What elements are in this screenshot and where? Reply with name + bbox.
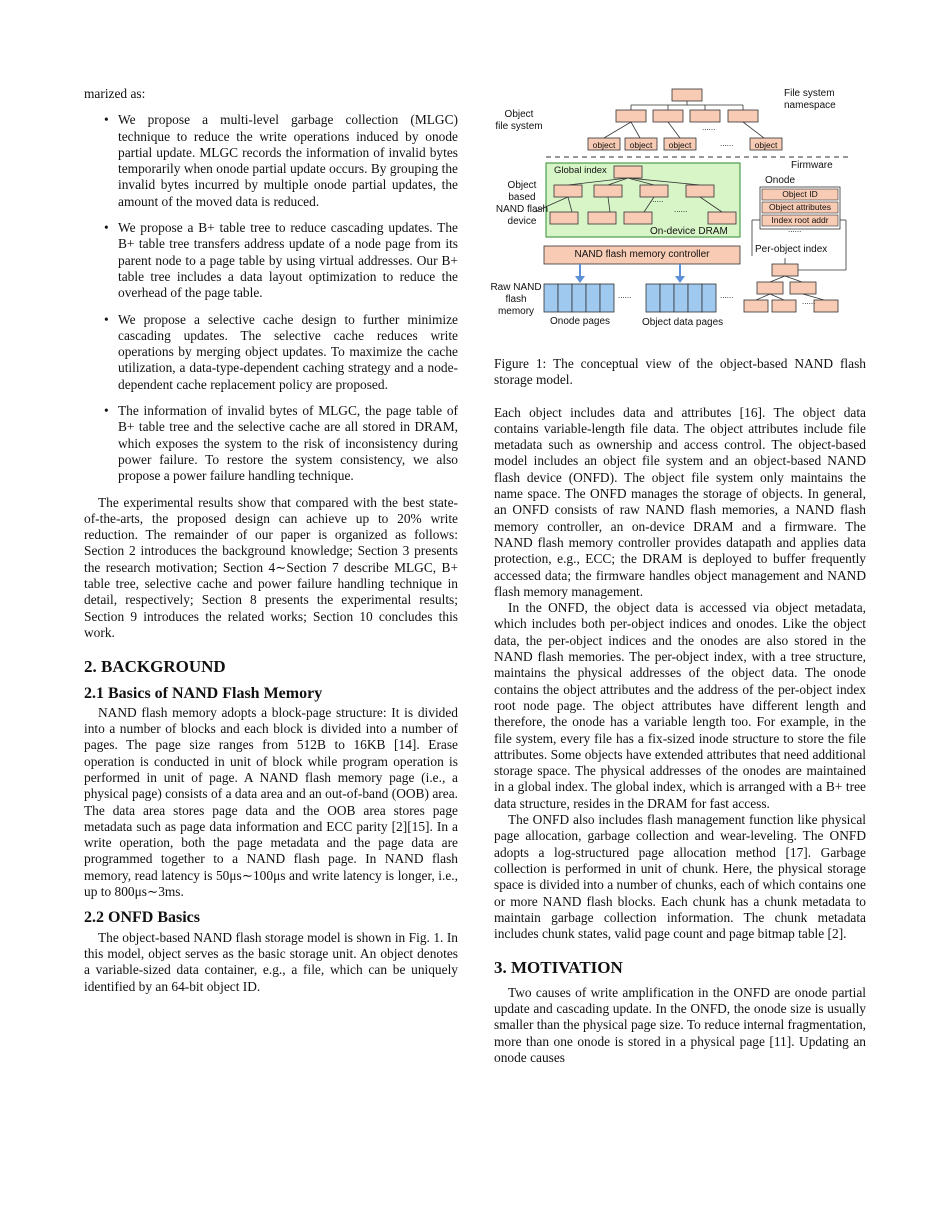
namespace-root-node: [672, 89, 702, 101]
dots-label: ......: [720, 291, 734, 300]
label-raw-nand: Raw NAND flash memory: [490, 282, 542, 317]
label-index-root-addr: Index root addr: [771, 215, 829, 225]
subsection-heading-onfd: 2.2 ONFD Basics: [84, 909, 200, 927]
namespace-node: [653, 110, 683, 122]
label-object-file-system: Object file system: [495, 109, 543, 132]
namespace-node: [728, 110, 758, 122]
namespace-node: [690, 110, 720, 122]
dots-label: ......: [702, 123, 716, 132]
bullet-icon: •: [104, 220, 109, 236]
paragraph-object-model: Each object includes data and attributes [16]. The object data contains variable-length file data. The object attributes include file metadata such as ownership and access control. The object-based model includes an object file system and an object-based NAND flash device (ONFD). The object file system only maintains the name space. The ONFD manages the storage of objects. In general, an ONFD consists of raw NAND flash memories, a NAND flash memory controller, an on-device DRAM and a firmware. The NAND flash memory controller provides datapath and applies data protection, e.g., ECC; the DRAM is deployed to buffer frequently accessed data; the firmware handles object management and NAND flash memory management.: [494, 404, 866, 599]
dots-label: ......: [720, 139, 734, 148]
figure-1: [490, 86, 866, 348]
bullet-icon: •: [104, 311, 109, 327]
contribution-list: [84, 112, 458, 484]
object-label: object: [668, 140, 692, 150]
label-file-system-namespace: File system namespace: [784, 88, 836, 111]
label-object-id: Object ID: [782, 189, 818, 199]
dots-label: ......: [674, 205, 688, 214]
label-object-attributes: Object attributes: [769, 202, 831, 212]
object-label: object: [629, 140, 653, 150]
label-object-based-device: Object based NAND flash device: [495, 180, 549, 227]
label-controller: NAND flash memory controller: [574, 249, 710, 260]
list-item: • We propose a selective cache design to further minimize cascading updates. The selective cache reduces write operations by merging object updates. To maximize the cache utilization, a data-type-dependent caching strategy and a node-dependent cache replacement policy are proposed.: [104, 311, 458, 392]
dots-label: ......: [802, 297, 816, 306]
left-column: [84, 86, 458, 995]
paragraph-motivation: Two causes of write amplification in the ONFD are onode partial update and cascading update. In the ONFD, the onode size is usually smaller than the physical page size. To reduce internal fragmentation, more than one onode is stored in a physical page [11]. Updating an onode causes: [494, 984, 866, 1065]
intro-text: marized as:: [84, 86, 146, 101]
right-column: [490, 86, 866, 1066]
object-label: object: [754, 140, 778, 150]
list-item: • We propose a multi-level garbage collection (MLGC) technique to reduce the write operations induced by onode partial update. MLGC records the information of invalid bytes temporarily when onode partial update occurs. By grouping the invalid bytes incurred by multiple onode partial updates, the amount of the moved data is reduced.: [104, 112, 458, 209]
label-onode: Onode: [765, 175, 796, 186]
bullet-icon: •: [104, 403, 109, 419]
bullet-icon: •: [104, 112, 109, 128]
object-label: object: [592, 140, 616, 150]
figure-caption: Figure 1: The conceptual view of the object-based NAND flash storage model.: [494, 356, 866, 388]
nand-paragraph: NAND flash memory adopts a block-page structure: It is divided into a number of blocks and each block is divided into a number of pages. The page size ranges from 512B to 16KB [14]. Erase operation is conducted in unit of block while program operation is performed in unit of page. A NAND flash memory page (i.e., a physical page) consists of a data area and an out-of-band (OOB) area. The data area stores page data and the OOB area stores page metadata such as page data information and ECC parity [2][15]. In a write operation, both the page metadata and the page data are programmed together to a NAND flash page. In NAND flash memory, read latency is 50μs∼100μs and write latency is longer, i.e., up to 800μs∼3ms.: [84, 704, 458, 900]
paragraph-onfd-metadata: In the ONFD, the object data is accessed via object metadata, which includes both per-object indices and onodes. Like the object data, the per-object indices and the onodes are also stored in the NAND flash memories. The per-object index, with a tree structure, maintains the physical addresses of the object data. The onode contains the object attributes and the address of the per-object index root node page. The object attributes have different length and therefore, the onode has a variable length too. For example, in the file system, every file has a fix-sized inode structure to store the file attributes. Some objects have extended attributes that need additional storage space. The physical addresses of the onodes are maintained in a global index. The global index, which is arranged with a B+ tree data structure, resides in the DRAM for fast access.: [494, 600, 866, 811]
subsection-heading-nand: 2.1 Basics of NAND Flash Memory: [84, 684, 323, 702]
label-firmware: Firmware: [791, 160, 833, 171]
section-heading-motivation: 3. MOTIVATION: [494, 958, 623, 978]
dots-label: ......: [788, 225, 802, 234]
dots-label: ......: [618, 291, 632, 300]
list-item: • We propose a B+ table tree to reduce cascading updates. The B+ table tree transfers address update of a node page from its parent node to a page table by using virtual addresses. Our B+ table tree includes a data layout optimization to reduce the overhead of the page table.: [104, 220, 458, 301]
list-item: • The information of invalid bytes of MLGC, the page table of B+ table tree and the selective cache are all stored in DRAM, which exposes the system to the risk of inconsistency during power failure. To restore the system consistency, we also propose a power failure handling technique.: [104, 403, 458, 484]
label-on-device-dram: On-device DRAM: [650, 226, 728, 237]
summary-paragraph: The experimental results show that compared with the best state-of-the-arts, the proposed design can achieve up to 20% write reduction. The remainder of our paper is organized as follows: Section 2 introduces the background knowledge; Section 3 presents the research motivation; Section 4∼Section 7 describe MLGC, B+ table tree, selective cache and power failure handling technique in detail, respectively; Section 8 presents the experimental results; Section 9 introduces the related works; Section 10 concludes this work.: [84, 494, 458, 640]
label-object-data-pages: Object data pages: [642, 317, 724, 328]
label-onode-pages: Onode pages: [550, 316, 611, 327]
dots-label: ......: [650, 195, 664, 204]
onfd-paragraph: The object-based NAND flash storage model is shown in Fig. 1. In this model, object serves as the basic storage unit. An object denotes a variable-sized data container, e.g., a file, which can be uniquely identified by an 64-bit object ID.: [84, 929, 458, 994]
namespace-node: [616, 110, 646, 122]
paragraph-flash-management: The ONFD also includes flash management function like physical page allocation, garbage collection and wear-leveling. The ONFD adopts a log-structured page allocation method [17]. Garbage collection is performed in unit of chunk. Here, the physical storage space is divided into a number of chunks, each of which contains one or more NAND flash blocks. Each chunk has a chunk metadata to maintain garbage collection information. The chunk metadata includes chunk states, valid page count and page bitmap table [2].: [494, 812, 866, 942]
label-per-object-index: Per-object index: [755, 244, 828, 255]
label-global-index: Global index: [554, 165, 607, 176]
section-heading-background: 2. BACKGROUND: [84, 657, 226, 677]
